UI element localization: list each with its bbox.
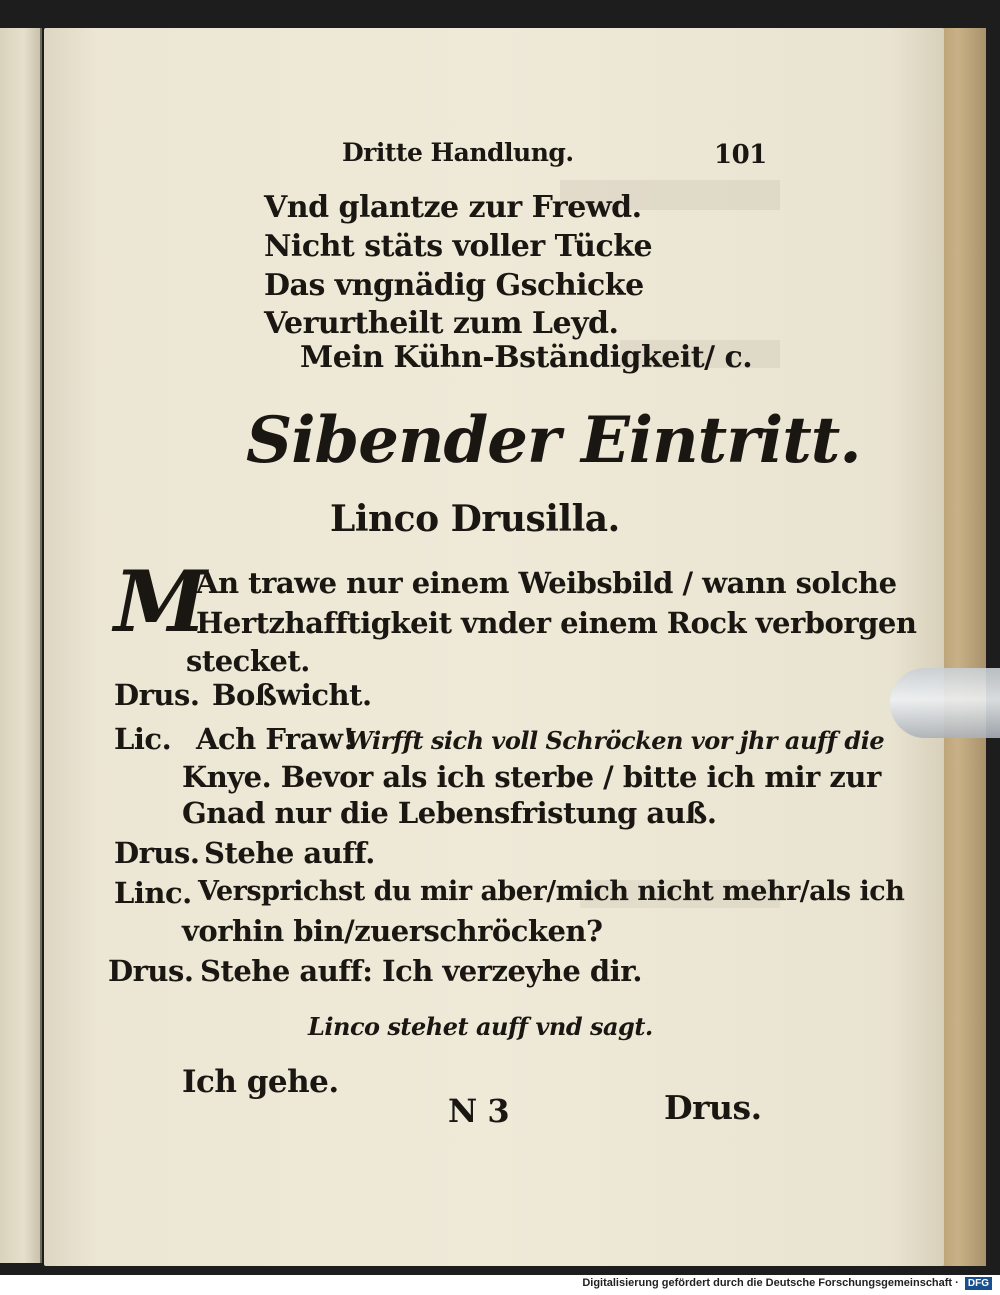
dialogue-line: vorhin bin/zuerschröcken? bbox=[182, 914, 603, 948]
speaker-label: Linc. bbox=[114, 876, 192, 910]
dfg-logo: DFG bbox=[965, 1277, 992, 1290]
dialogue-line: stecket. bbox=[186, 644, 310, 678]
verse-refrain: Mein Kühn-Bständigkeit/ c. bbox=[300, 340, 753, 375]
verse-line: Nicht stäts voller Tücke bbox=[264, 229, 653, 264]
stage-direction: Linco stehet auff vnd sagt. bbox=[308, 1012, 653, 1041]
running-title: Dritte Handlung. bbox=[342, 138, 574, 167]
dialogue-line: Boßwicht. bbox=[212, 678, 372, 712]
dialogue-line: Gnad nur die Lebensfristung auß. bbox=[182, 796, 717, 830]
stage-direction: Wirfft sich voll Schröcken vor jhr auff die bbox=[346, 726, 885, 755]
page-stack-edge bbox=[938, 28, 986, 1266]
speaker-label: Drus. bbox=[108, 954, 194, 988]
scene-title: Sibender Eintritt. bbox=[246, 403, 861, 478]
speaker-label: Drus. bbox=[114, 836, 200, 870]
scene-characters: Linco Drusilla. bbox=[330, 498, 620, 540]
verse-line: Verurtheilt zum Leyd. bbox=[264, 306, 619, 341]
drop-cap-initial: M bbox=[114, 552, 207, 651]
dialogue-line: Knye. Bevor als ich sterbe / bitte ich mir zur bbox=[182, 760, 881, 794]
page-number: 101 bbox=[714, 140, 767, 170]
dialogue-line: Hertzhafftigkeit vnder einem Rock verborgen bbox=[196, 606, 917, 640]
dialogue-line: Stehe auff. bbox=[204, 836, 375, 870]
previous-page-edge bbox=[0, 28, 42, 1263]
signature-mark: N 3 bbox=[448, 1092, 510, 1130]
verse-line: Das vngnädig Gschicke bbox=[264, 268, 644, 303]
digitization-credit: Digitalisierung gefördert durch die Deutsche Forschungsgemeinschaft · DFG bbox=[582, 1277, 992, 1290]
dialogue-line: Versprichst du mir aber/mich nicht mehr/als ich bbox=[198, 876, 905, 907]
speaker-label: Drus. bbox=[114, 678, 200, 712]
page-holder-clip bbox=[890, 668, 1000, 738]
dialogue-line: Ich gehe. bbox=[182, 1064, 339, 1100]
verse-line: Vnd glantze zur Frewd. bbox=[264, 190, 642, 225]
speaker-label: Lic. bbox=[114, 722, 172, 756]
dialogue-line: An trawe nur einem Weibsbild / wann solche bbox=[196, 566, 897, 600]
catchword: Drus. bbox=[664, 1088, 762, 1127]
credit-text: Digitalisierung gefördert durch die Deutsche Forschungsgemeinschaft bbox=[582, 1277, 953, 1289]
dialogue-line: Ach Fraw! bbox=[196, 722, 355, 756]
dialogue-line: Stehe auff: Ich verzeyhe dir. bbox=[200, 954, 642, 988]
